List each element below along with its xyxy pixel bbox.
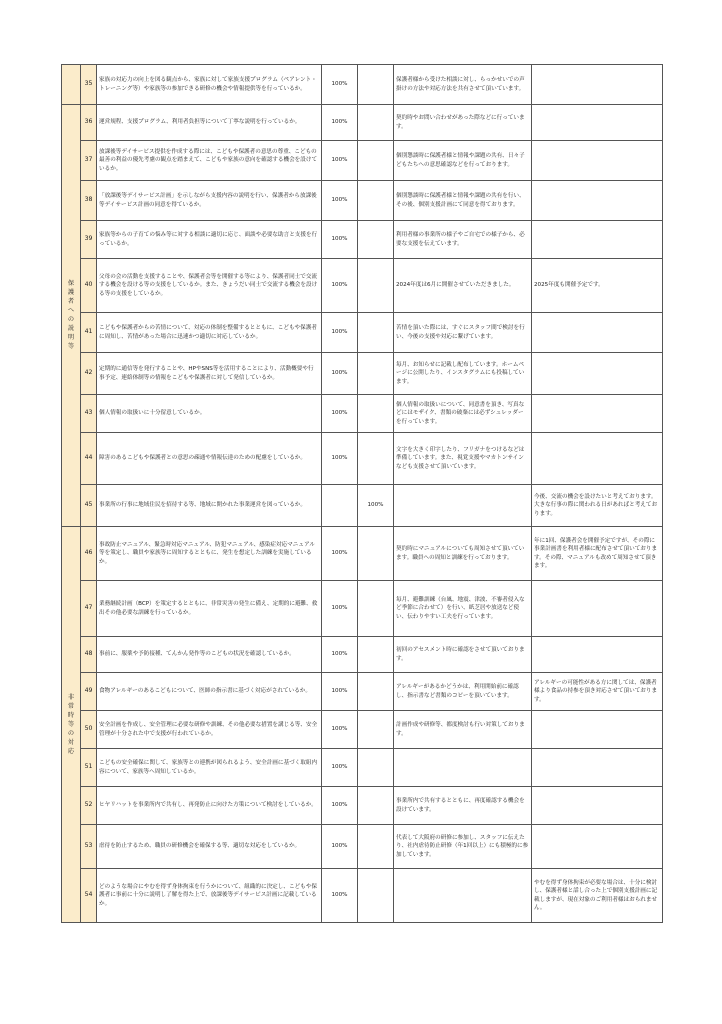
yes-percentage: 100% — [322, 581, 358, 637]
future-note — [532, 221, 663, 259]
future-note — [532, 395, 663, 433]
table-row — [62, 485, 663, 527]
improvement-comment: 2024年度は6月に開催させていただきました。 — [394, 259, 532, 313]
no-percentage — [358, 869, 394, 923]
future-note — [532, 313, 663, 353]
improvement-comment: 初回のアセスメント時に確認をさせて頂いております。 — [394, 637, 532, 673]
yes-percentage: 100% — [322, 221, 358, 259]
yes-percentage: 100% — [322, 65, 358, 105]
improvement-comment: 毎月、お知らせに記載し配布しています。ホームページに公開したり、インスタグラムにも投稿しています。 — [394, 353, 532, 395]
no-percentage — [358, 105, 394, 141]
future-note: 年に1回、保護者会を開催予定ですが、その際に事業計画書を利用者様に配布させて頂いております。その際、マニュアルも改めて周知させて頂きます。 — [532, 527, 663, 581]
yes-percentage: 100% — [322, 673, 358, 711]
table-row — [62, 65, 663, 105]
table-row — [62, 711, 663, 749]
item-number: 51 — [81, 749, 97, 787]
evaluation-table — [61, 64, 663, 923]
item-number: 39 — [81, 221, 97, 259]
future-note — [532, 181, 663, 221]
improvement-comment: 個別懇談時に保護者様と情報や課題の共有を行い、その後、個別支援計画にて同意を得ております。 — [394, 181, 532, 221]
table-row — [62, 637, 663, 673]
item-text: 事前に、服薬や予防接種、てんかん発作等のこどもの状況を確認しているか。 — [97, 637, 322, 673]
item-text: 食物アレルギーのあるこどもについて、医師の指示書に基づく対応がされているか。 — [97, 673, 322, 711]
section-label-text: 非常時等の対応 — [67, 693, 75, 755]
no-percentage — [358, 65, 394, 105]
future-note — [532, 637, 663, 673]
no-percentage — [358, 259, 394, 313]
table-row — [62, 353, 663, 395]
yes-percentage: 100% — [322, 395, 358, 433]
improvement-comment: 利用者様の事業所の様子やご自宅での様子から、必要な支援を伝えています。 — [394, 221, 532, 259]
item-number: 43 — [81, 395, 97, 433]
item-number: 42 — [81, 353, 97, 395]
no-percentage — [358, 395, 394, 433]
item-number: 50 — [81, 711, 97, 749]
improvement-comment: 個人情報の取扱いについて、同意書を頂き、写真などにはモザイク、書類の破棄には必ずシュレッダーを行っています。 — [394, 395, 532, 433]
item-number: 44 — [81, 433, 97, 485]
item-text: 業務継続計画（BCP）を策定するとともに、非常災害の発生に備え、定期的に避難、救出その他必要な訓練を行っているか。 — [97, 581, 322, 637]
item-number: 40 — [81, 259, 97, 313]
item-text: ヒヤリハットを事業所内で共有し、再発防止に向けた方策について検討をしているか。 — [97, 787, 322, 825]
yes-percentage: 100% — [322, 711, 358, 749]
future-note — [532, 105, 663, 141]
table-row — [62, 825, 663, 869]
item-text: 虐待を防止するため、職員の研修機会を確保する等、適切な対応をしているか。 — [97, 825, 322, 869]
future-note — [532, 65, 663, 105]
yes-percentage: 100% — [322, 141, 358, 181]
future-note — [532, 787, 663, 825]
improvement-comment: 保護者様から受けた相談に対し、らっかせいでの声掛けの方法や対応方法を共有させて頂いています。 — [394, 65, 532, 105]
no-percentage — [358, 581, 394, 637]
table-row — [62, 313, 663, 353]
item-text: 「放課後等デイサービス計画」を示しながら支援内容の説明を行い、保護者から放課後等デイサービス計画の同意を得ているか。 — [97, 181, 322, 221]
improvement-comment: 苦情を頂いた際には、すぐにスタッフ間で検討を行い、今後の支援や対応に繋げています。 — [394, 313, 532, 353]
table-row — [62, 141, 663, 181]
item-text: どのような場合にやむを得ず身体拘束を行うかについて、組織的に決定し、こどもや保護者に事前に十分に説明し了解を得た上で、放課後等デイサービス計画に記載しているか。 — [97, 869, 322, 923]
no-percentage — [358, 181, 394, 221]
future-note — [532, 141, 663, 181]
item-number: 45 — [81, 485, 97, 527]
improvement-comment: 代表して大阪府の研修に参加し、スタッフに伝えたり、社内虐待防止研修（年1回以上）にも積極的に参加しています。 — [394, 825, 532, 869]
no-percentage — [358, 787, 394, 825]
improvement-comment: 文字を大きく印字したり、フリガナをつけるなどは準備しています。また、視覚支援やマカトンサインなども支援させて頂いています。 — [394, 433, 532, 485]
improvement-comment: 契約時にマニュアルについても周知させて頂いています。職員への周知と訓練を行っております。 — [394, 527, 532, 581]
item-number: 35 — [81, 65, 97, 105]
improvement-comment — [394, 869, 532, 923]
section-label — [62, 65, 81, 105]
yes-percentage: 100% — [322, 869, 358, 923]
item-text: 定期的に通信等を発行することや、HPやSNS等を活用することにより、活動概要や行事予定、連絡体制等の情報をこどもや保護者に対して発信しているか。 — [97, 353, 322, 395]
future-note — [532, 581, 663, 637]
improvement-comment: 事業所内で共有するとともに、再度確認する機会を設けています。 — [394, 787, 532, 825]
future-note — [532, 749, 663, 787]
item-text: 事業所の行事に地域住民を招待する等、地域に開かれた事業運営を図っているか。 — [97, 485, 322, 527]
item-number: 46 — [81, 527, 97, 581]
section-label-text: 保護者への説明等 — [67, 280, 75, 351]
item-text: 放課後等デイサービス提供を作成する際には、こどもや保護者の意思の尊重、こどもの最善の利益の優先考慮の観点を踏まえて、こどもや家族の意向を確認する機会を設けているか。 — [97, 141, 322, 181]
item-number: 54 — [81, 869, 97, 923]
item-text: 安全計画を作成し、安全管理に必要な研修や訓練、その他必要な措置を講じる等、安全管理が十分された中で支援が行われているか。 — [97, 711, 322, 749]
future-note: やむを得ず身体拘束が必要な場合は、十分に検討し、保護者様と話し合った上で個別支援計画に記載しますが、現在対象のご利用者様はおられません。 — [532, 869, 663, 923]
table-row — [62, 581, 663, 637]
no-percentage — [358, 353, 394, 395]
future-note — [532, 711, 663, 749]
item-number: 49 — [81, 673, 97, 711]
improvement-comment — [394, 485, 532, 527]
no-percentage — [358, 749, 394, 787]
yes-percentage: 100% — [322, 181, 358, 221]
item-text: 運営規程、支援プログラム、利用者負担等について丁寧な説明を行っているか。 — [97, 105, 322, 141]
table-row — [62, 527, 663, 581]
item-number: 38 — [81, 181, 97, 221]
yes-percentage: 100% — [322, 825, 358, 869]
future-note — [532, 433, 663, 485]
section-label — [62, 105, 81, 527]
item-text: 家族等からの子育ての悩み等に対する相談に適切に応じ、面談や必要な助言と支援を行っているか。 — [97, 221, 322, 259]
improvement-comment: 毎月、避難訓練（台風、地震、津波、不審者侵入など季節に合わせて）を行い、紙芝居や放送など使い、伝わりやすい工夫を行っています。 — [394, 581, 532, 637]
yes-percentage: 100% — [322, 749, 358, 787]
improvement-comment: 計画作成や研修等、都度検討も行い対策しております。 — [394, 711, 532, 749]
table-row — [62, 673, 663, 711]
yes-percentage: 100% — [322, 313, 358, 353]
yes-percentage: 100% — [322, 259, 358, 313]
item-text: 個人情報の取扱いに十分留意しているか。 — [97, 395, 322, 433]
improvement-comment — [394, 749, 532, 787]
item-text: 父母の会の活動を支援することや、保護者会等を開催する等により、保護者同士で交流する機会を設ける等の支援をしているか。また、きょうだい同士で交流する機会を設ける等の支援をしているか。 — [97, 259, 322, 313]
no-percentage — [358, 433, 394, 485]
item-number: 47 — [81, 581, 97, 637]
item-text: こどもや保護者からの苦情について、対応の体制を整備するとともに、こどもや保護者に周知し、苦情があった場合に迅速かつ適切に対応しているか。 — [97, 313, 322, 353]
no-percentage — [358, 825, 394, 869]
no-percentage: 100% — [358, 485, 394, 527]
item-text: 事故防止マニュアル、緊急時対応マニュアル、防犯マニュアル、感染症対応マニュアル等を策定し、職員や家族等に周知するとともに、発生を想定した訓練を実施しているか。 — [97, 527, 322, 581]
table-row — [62, 395, 663, 433]
no-percentage — [358, 673, 394, 711]
table-row — [62, 105, 663, 141]
item-number: 48 — [81, 637, 97, 673]
item-number: 53 — [81, 825, 97, 869]
yes-percentage — [322, 485, 358, 527]
table-row — [62, 869, 663, 923]
yes-percentage: 100% — [322, 433, 358, 485]
item-number: 41 — [81, 313, 97, 353]
no-percentage — [358, 637, 394, 673]
table-row — [62, 181, 663, 221]
yes-percentage: 100% — [322, 527, 358, 581]
no-percentage — [358, 221, 394, 259]
table-row — [62, 787, 663, 825]
item-number: 37 — [81, 141, 97, 181]
yes-percentage: 100% — [322, 105, 358, 141]
yes-percentage: 100% — [322, 637, 358, 673]
no-percentage — [358, 313, 394, 353]
improvement-comment: 契約時やお問い合わせがあった際などに行っています。 — [394, 105, 532, 141]
future-note — [532, 825, 663, 869]
item-number: 36 — [81, 105, 97, 141]
future-note: アレルギーの可能性がある方に関しては、保護者様より食品の持参を頂き対応させて頂いております。 — [532, 673, 663, 711]
improvement-comment: アレルギーがあるかどうかは、利用開始前に確認し、指示書など書類のコピーを頂いています。 — [394, 673, 532, 711]
table-row — [62, 221, 663, 259]
item-number: 52 — [81, 787, 97, 825]
future-note: 2025年度も開催予定です。 — [532, 259, 663, 313]
no-percentage — [358, 711, 394, 749]
improvement-comment: 個別懇談時に保護者様と情報や課題の共有、日々子どもたちへの意思確認などを行っております。 — [394, 141, 532, 181]
future-note: 今後、交流の機会を設けたいと考えております。大きな行事の際に関われる日があればと考えております。 — [532, 485, 663, 527]
item-text: こどもの安全確保に関して、家族等との連携が図られるよう、安全計画に基づく取組内容について、家族等へ周知しているか。 — [97, 749, 322, 787]
yes-percentage: 100% — [322, 353, 358, 395]
yes-percentage: 100% — [322, 787, 358, 825]
table-row — [62, 433, 663, 485]
table-row — [62, 749, 663, 787]
item-text: 家族の対応力の向上を図る観点から、家族に対して家族支援プログラム（ペアレント・トレーニング等）や家族等の参加できる研修の機会や情報提供等を行っているか。 — [97, 65, 322, 105]
no-percentage — [358, 527, 394, 581]
future-note — [532, 353, 663, 395]
table-row — [62, 259, 663, 313]
item-text: 障害のあるこどもや保護者との意思の疎通や情報伝達のための配慮をしているか。 — [97, 433, 322, 485]
no-percentage — [358, 141, 394, 181]
section-label — [62, 527, 81, 923]
